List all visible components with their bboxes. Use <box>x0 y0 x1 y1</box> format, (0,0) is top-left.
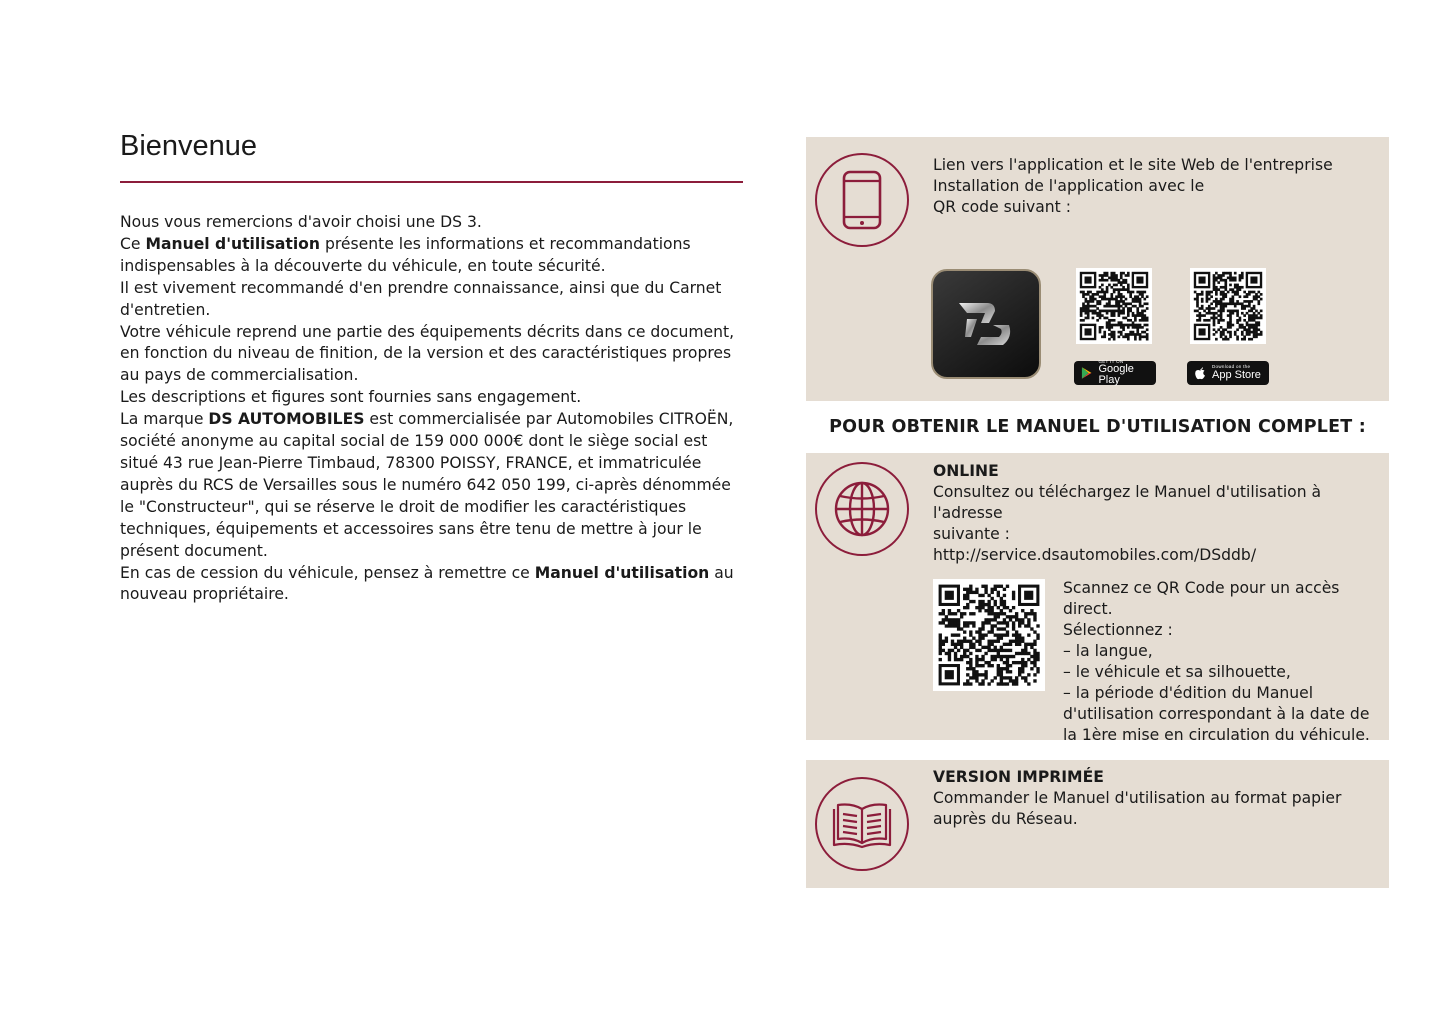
print-line: Commander le Manuel d'utilisation au format papier <box>933 789 1342 807</box>
book-icon <box>815 777 909 871</box>
title-divider <box>120 181 743 183</box>
badge-big-text: Google Play <box>1098 363 1134 387</box>
text: En cas de cession du véhicule, pensez à remettre ce <box>120 563 535 582</box>
badge-small-text: Download on the <box>1212 364 1251 370</box>
smartphone-icon <box>815 153 909 247</box>
page-title: Bienvenue <box>120 130 258 162</box>
scan-instructions <box>1063 578 1383 746</box>
intro-paragraph: Nous vous remercions d'avoir choisi une DS 3. <box>120 213 482 231</box>
section-heading: POUR OBTENIR LE MANUEL D'UTILISATION COMPLET : <box>829 417 1366 437</box>
intro-paragraph: Il est vivement recommandé d'en prendre connaissance, ainsi que du Carnet d'entretien. <box>120 278 722 319</box>
print-panel <box>806 760 1389 888</box>
scan-line: – la langue, <box>1063 642 1153 660</box>
badge-big-text: App Store <box>1212 368 1261 381</box>
globe-icon <box>815 462 909 556</box>
app-text <box>933 155 1333 218</box>
app-line: Lien vers l'application et le site Web de l'entreprise <box>933 156 1333 174</box>
online-line: Consultez ou téléchargez le Manuel d'utilisation à l'adresse <box>933 483 1322 522</box>
intro-paragraph <box>120 409 745 562</box>
online-line: suivante : <box>933 525 1010 543</box>
online-title: ONLINE <box>933 462 999 480</box>
app-panel <box>806 137 1389 401</box>
online-text <box>933 461 1389 566</box>
text: La marque <box>120 410 209 429</box>
badge-small-text: GET IT ON <box>1098 358 1124 364</box>
scan-line: – la période d'édition du Manuel d'utilisation correspondant à la date de la 1ère mise en circulation du véhicule. <box>1063 684 1370 744</box>
scan-line: Sélectionnez : <box>1063 621 1173 639</box>
text: au nouveau propriétaire. <box>120 563 734 604</box>
bold-text: Manuel d'utilisation <box>145 234 320 253</box>
qr-code-ios[interactable] <box>1190 268 1266 344</box>
text: est commercialisée par Automobiles CITROËN, société anonyme au capital social de 159 000 000€ dont le siège social est situé 43 rue Jean-Pierre Timbaud, 78300 POISSY, FRANCE, et immatriculée auprès du RCS de Versailles sous le numéro 642 050 199, ci-après dénommée le "Constructeur", qui se réserve le droit de modifier les caractéristiques techniques, équipements et accessoires sans être tenu de mettre à jour le présent document. <box>120 410 734 560</box>
text: présente les informations et recommandations indispensables à la découverte du véhicule, en toute sécurité. <box>120 234 691 275</box>
app-store-badge[interactable] <box>1187 361 1269 385</box>
scan-line: Scannez ce QR Code pour un accès direct. <box>1063 579 1340 618</box>
intro-text <box>120 212 745 606</box>
print-text <box>933 767 1341 830</box>
print-line: auprès du Réseau. <box>933 810 1078 828</box>
bold-text: Manuel d'utilisation <box>534 563 710 582</box>
app-line: QR code suivant : <box>933 198 1071 216</box>
intro-paragraph <box>120 234 745 278</box>
online-panel <box>806 453 1389 744</box>
scan-line: – le véhicule et sa silhouette, <box>1063 663 1291 681</box>
ds-app-icon[interactable] <box>931 269 1041 379</box>
intro-paragraph: Votre véhicule reprend une partie des équipements décrits dans ce document, en fonction du niveau de finition, de la version et des caractéristiques propres au pays de commercialisation. <box>120 322 735 385</box>
text: Ce <box>120 234 146 253</box>
apple-icon <box>1193 366 1207 380</box>
intro-paragraph: Les descriptions et figures sont fournies sans engagement. <box>120 388 582 407</box>
qr-code-android[interactable] <box>1076 268 1152 344</box>
google-play-icon <box>1080 366 1093 380</box>
manual-url-link[interactable]: http://service.dsautomobiles.com/DSddb/ <box>933 546 1257 564</box>
qr-code-manual[interactable] <box>933 579 1045 691</box>
app-line: Installation de l'application avec le <box>933 177 1205 195</box>
google-play-badge[interactable] <box>1074 358 1156 387</box>
bold-text: DS AUTOMOBILES <box>208 410 365 429</box>
print-title: VERSION IMPRIMÉE <box>933 768 1104 786</box>
intro-paragraph <box>120 563 745 607</box>
